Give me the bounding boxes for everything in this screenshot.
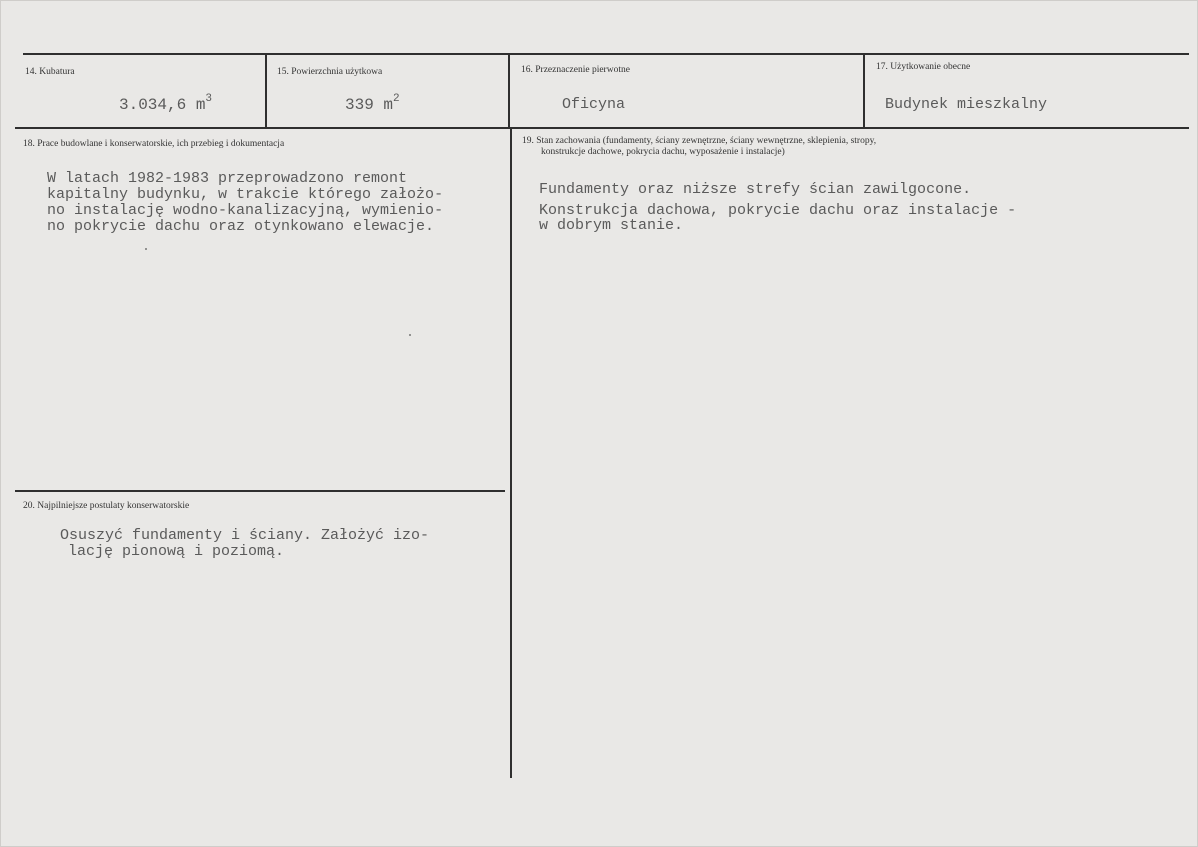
- paper-speck: [145, 248, 147, 250]
- postulaty-line: lację pionową i poziomą.: [68, 543, 285, 560]
- prace-text: [47, 171, 443, 235]
- kubatura-label: 14. Kubatura: [25, 67, 75, 77]
- kubatura-exponent: 3: [205, 93, 213, 105]
- stan-line: Fundamenty oraz niższe strefy ścian zawilgocone.: [539, 181, 972, 198]
- divider-16-17: [863, 55, 865, 128]
- przeznaczenie-label: 16. Przeznaczenie pierwotne: [521, 65, 630, 75]
- powierzchnia-label: 15. Powierzchnia użytkowa: [277, 67, 383, 77]
- paper-speck: [409, 334, 411, 336]
- postulaty-label: 20. Najpilniejsze postulaty konserwatorskie: [23, 501, 190, 511]
- uzytkowanie-label: 17. Użytkowanie obecne: [876, 62, 971, 72]
- kubatura-value: [119, 93, 213, 115]
- stan-text: [539, 179, 1016, 234]
- prace-line: no instalację wodno-kanalizacyjną, wymienio-: [47, 202, 444, 219]
- uzytkowanie-value: Budynek mieszkalny: [885, 96, 1048, 113]
- divider-15-16: [508, 55, 510, 128]
- przeznaczenie-value: Oficyna: [562, 96, 626, 113]
- stan-line: w dobrym stanie.: [539, 217, 684, 234]
- stan-label-line2: konstrukcje dachowe, pokrycia dachu, wyposażenie i instalacje): [541, 147, 785, 157]
- prace-line: kapitalny budynku, w trakcie którego założo-: [47, 186, 444, 203]
- stan-line: Konstrukcja dachowa, pokrycie dachu oraz instalacje -: [539, 202, 1017, 219]
- header-row-rule: [15, 127, 1189, 129]
- powierzchnia-value: [345, 93, 400, 115]
- divider-14-15: [265, 55, 267, 128]
- divider-main: [510, 128, 512, 778]
- postulaty-text: [60, 528, 429, 560]
- prace-label: 18. Prace budowlane i konserwatorskie, ich przebieg i dokumentacja: [23, 139, 285, 149]
- postulaty-line: Osuszyć fundamenty i ściany. Założyć izo-: [60, 527, 430, 544]
- prace-line: no pokrycie dachu oraz otynkowano elewacje.: [47, 218, 435, 235]
- powierzchnia-exponent: 2: [393, 93, 400, 105]
- kubatura-number: 3.034,6 m: [119, 96, 206, 114]
- top-rule: [23, 53, 1189, 55]
- prace-line: W latach 1982-1983 przeprowadzono remont: [47, 170, 408, 187]
- powierzchnia-number: 339 m: [345, 96, 394, 114]
- stan-label-line1: 19. Stan zachowania (fundamenty, ściany zewnętrzne, ściany wewnętrzne, sklepienia, stropy,: [522, 136, 877, 146]
- postulaty-rule: [15, 490, 505, 492]
